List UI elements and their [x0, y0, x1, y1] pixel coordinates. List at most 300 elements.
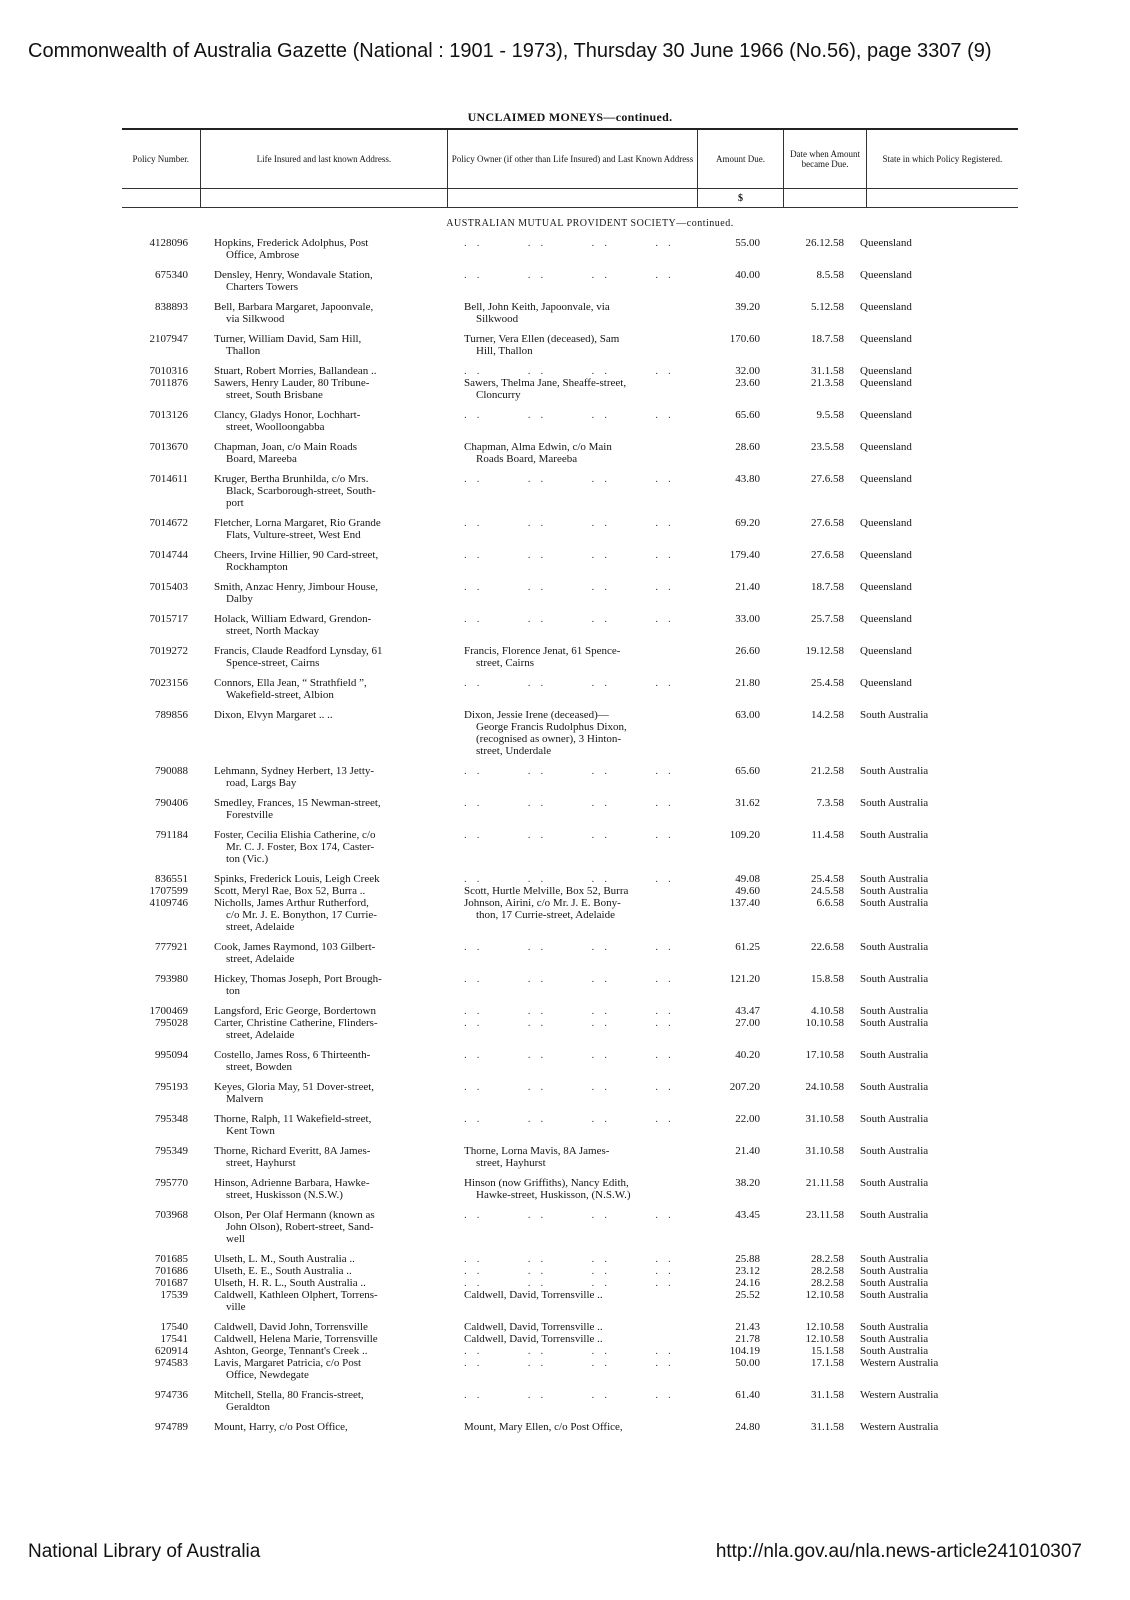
- amount-due: 21.40: [735, 1145, 760, 1157]
- state-registered: South Australia: [860, 1333, 929, 1345]
- policy-owner: [446, 301, 696, 325]
- date-due: 8.5.58: [816, 269, 844, 281]
- date-due: 24.5.58: [811, 885, 844, 897]
- leader-dots: .. .. .. ..: [464, 1049, 681, 1061]
- life-insured-line: Cheers, Irvine Hillier, 90 Card-street,: [214, 549, 379, 561]
- leader-dots: .. .. .. ..: [464, 1081, 681, 1093]
- life-insured: [210, 1289, 446, 1313]
- policy-number: 795193: [155, 1081, 188, 1093]
- state-registered: South Australia: [860, 797, 929, 809]
- life-insured-line: Fletcher, Lorna Margaret, Rio Grande: [214, 517, 381, 529]
- life-insured: [210, 237, 446, 261]
- life-insured-line: Hinson, Adrienne Barbara, Hawke-: [214, 1177, 370, 1189]
- policy-number: 701687: [155, 1277, 188, 1289]
- policy-owner-line: street, Hayhurst: [476, 1157, 546, 1169]
- amount-due: 65.60: [735, 765, 760, 777]
- table-body: [122, 237, 1018, 1433]
- life-insured: [210, 549, 446, 573]
- state-registered: Queensland: [860, 517, 912, 529]
- table-row: [122, 873, 1018, 885]
- life-insured-line: street, Huskisson (N.S.W.): [226, 1189, 343, 1201]
- leader-dots: .. .. .. ..: [464, 1113, 681, 1125]
- state-registered: Queensland: [860, 645, 912, 657]
- policy-owner: [446, 1345, 696, 1357]
- life-insured: [210, 517, 446, 541]
- policy-owner: [446, 517, 696, 529]
- leader-dots: .. .. .. ..: [464, 409, 681, 421]
- date-due: 18.7.58: [811, 581, 844, 593]
- currency-symbol: $: [698, 189, 785, 207]
- policy-number: 620914: [155, 1345, 188, 1357]
- table-row: [122, 1321, 1018, 1333]
- life-insured-line: Forestville: [226, 809, 274, 821]
- life-insured: [210, 897, 446, 933]
- policy-owner: [446, 873, 696, 885]
- table-row: [122, 377, 1018, 401]
- date-due: 14.2.58: [811, 709, 844, 721]
- state-registered: South Australia: [860, 829, 929, 841]
- table-row: [122, 1253, 1018, 1265]
- date-due: 28.2.58: [811, 1265, 844, 1277]
- life-insured-line: Black, Scarborough-street, South-: [226, 485, 376, 497]
- life-insured-line: Ashton, George, Tennant's Creek ..: [214, 1345, 368, 1357]
- amount-due: 43.80: [735, 473, 760, 485]
- policy-owner-line: Caldwell, David, Torrensville ..: [464, 1321, 603, 1333]
- date-due: 19.12.58: [805, 645, 844, 657]
- policy-number: 7014672: [149, 517, 188, 529]
- policy-owner: [446, 581, 696, 593]
- state-registered: South Australia: [860, 1209, 929, 1221]
- policy-owner-line: Roads Board, Mareeba: [476, 453, 578, 465]
- life-insured: [210, 613, 446, 637]
- table-row: [122, 1145, 1018, 1169]
- life-insured-line: John Olson), Robert-street, Sand-: [226, 1221, 374, 1233]
- table-row: [122, 973, 1018, 997]
- table-row: [122, 1289, 1018, 1313]
- policy-number: 790088: [155, 765, 188, 777]
- life-insured-line: Sawers, Henry Lauder, 80 Tribune-: [214, 377, 370, 389]
- amount-due: 32.00: [735, 365, 760, 377]
- life-insured-line: Connors, Ella Jean, “ Strathfield ”,: [214, 677, 367, 689]
- life-insured: [210, 1389, 446, 1413]
- amount-due: 43.45: [735, 1209, 760, 1221]
- state-registered: South Australia: [860, 1253, 929, 1265]
- policy-owner-line: George Francis Rudolphus Dixon,: [476, 721, 627, 733]
- policy-owner: [446, 709, 696, 757]
- policy-owner-line: Sawers, Thelma Jane, Sheaffe-street,: [464, 377, 627, 389]
- policy-owner: [446, 237, 696, 249]
- date-due: 21.11.58: [805, 1177, 844, 1189]
- amount-due: 23.60: [735, 377, 760, 389]
- life-insured-line: Ulseth, L. M., South Australia ..: [214, 1253, 355, 1265]
- policy-owner-line: Thorne, Lorna Mavis, 8A James-: [464, 1145, 610, 1157]
- life-insured-line: ville: [226, 1301, 246, 1313]
- leader-dots: .. .. .. ..: [464, 1389, 681, 1401]
- date-due: 27.6.58: [811, 517, 844, 529]
- policy-number: 7013126: [149, 409, 188, 421]
- life-insured-line: Langsford, Eric George, Bordertown: [214, 1005, 376, 1017]
- life-insured-line: port: [226, 497, 244, 509]
- amount-due: 49.08: [735, 873, 760, 885]
- amount-due: 21.40: [735, 581, 760, 593]
- life-insured: [210, 1177, 446, 1201]
- policy-owner-line: Hawke-street, Huskisson, (N.S.W.): [476, 1189, 631, 1201]
- policy-owner: [446, 1289, 696, 1301]
- policy-owner: [446, 441, 696, 465]
- state-registered: Queensland: [860, 237, 912, 249]
- amount-due: 49.60: [735, 885, 760, 897]
- amount-due: 50.00: [735, 1357, 760, 1369]
- life-insured: [210, 441, 446, 465]
- amount-due: 61.25: [735, 941, 760, 953]
- page-title: UNCLAIMED MONEYS—continued.: [467, 110, 673, 124]
- policy-owner: [446, 1253, 696, 1265]
- life-insured: [210, 1005, 446, 1017]
- life-insured-line: Ulseth, E. E., South Australia ..: [214, 1265, 352, 1277]
- table-row: [122, 581, 1018, 605]
- life-insured-line: Flats, Vulture-street, West End: [226, 529, 361, 541]
- date-due: 25.7.58: [811, 613, 844, 625]
- date-due: 15.8.58: [811, 973, 844, 985]
- policy-owner: [446, 1333, 696, 1345]
- date-due: 28.2.58: [811, 1253, 844, 1265]
- policy-owner-line: Silkwood: [476, 313, 519, 325]
- life-insured: [210, 1253, 446, 1265]
- policy-number: 793980: [155, 973, 188, 985]
- section-heading: AUSTRALIAN MUTUAL PROVIDENT SOCIETY—continued.: [446, 218, 734, 229]
- unit-row: [122, 189, 1018, 208]
- leader-dots: .. .. .. ..: [464, 829, 681, 841]
- state-registered: Queensland: [860, 613, 912, 625]
- life-insured: [210, 409, 446, 433]
- life-insured-line: Thorne, Ralph, 11 Wakefield-street,: [214, 1113, 372, 1125]
- amount-due: 109.20: [729, 829, 760, 841]
- table-row: [122, 1333, 1018, 1345]
- policy-owner: [446, 677, 696, 689]
- life-insured-line: c/o Mr. J. E. Bonython, 17 Currie-: [226, 909, 377, 921]
- life-insured-line: Olson, Per Olaf Hermann (known as: [214, 1209, 375, 1221]
- table-row: [122, 1113, 1018, 1137]
- life-insured: [210, 333, 446, 357]
- policy-number: 1700469: [149, 1005, 188, 1017]
- date-due: 31.1.58: [811, 1389, 844, 1401]
- life-insured-line: Rockhampton: [226, 561, 288, 573]
- life-insured-line: road, Largs Bay: [226, 777, 297, 789]
- policy-owner: [446, 1049, 696, 1061]
- policy-owner-line: street, Cairns: [476, 657, 535, 669]
- policy-owner-line: Turner, Vera Ellen (deceased), Sam: [464, 333, 620, 345]
- policy-number: 791184: [155, 829, 188, 841]
- policy-owner: [446, 897, 696, 921]
- leader-dots: .. .. .. ..: [464, 797, 681, 809]
- leader-dots: .. .. .. ..: [464, 1209, 681, 1221]
- table-row: [122, 897, 1018, 933]
- life-insured-line: Mr. C. J. Foster, Box 174, Caster-: [226, 841, 375, 853]
- leader-dots: .. .. .. ..: [464, 1265, 681, 1277]
- life-insured-line: Foster, Cecilia Elishia Catherine, c/o: [214, 829, 376, 841]
- leader-dots: .. .. .. ..: [464, 237, 681, 249]
- life-insured: [210, 677, 446, 701]
- policy-number: 1707599: [149, 885, 188, 897]
- life-insured: [210, 709, 446, 721]
- date-due: 31.10.58: [805, 1145, 844, 1157]
- amount-due: 25.52: [735, 1289, 760, 1301]
- life-insured: [210, 581, 446, 605]
- state-registered: Queensland: [860, 581, 912, 593]
- table-row: [122, 885, 1018, 897]
- policy-owner: [446, 1209, 696, 1221]
- policy-owner-line: Scott, Hurtle Melville, Box 52, Burra: [464, 885, 629, 897]
- amount-due: 24.16: [735, 1277, 760, 1289]
- policy-number: 701686: [155, 1265, 188, 1277]
- date-due: 17.10.58: [805, 1049, 844, 1061]
- policy-owner-line: Dixon, Jessie Irene (deceased)—: [464, 709, 609, 721]
- date-due: 31.1.58: [811, 1421, 844, 1433]
- policy-number: 795348: [155, 1113, 188, 1125]
- leader-dots: .. .. .. ..: [464, 1005, 681, 1017]
- policy-owner-line: Bell, John Keith, Japoonvale, via: [464, 301, 610, 313]
- life-insured-line: Francis, Claude Readford Lynsday, 61: [214, 645, 383, 657]
- state-registered: South Australia: [860, 1081, 929, 1093]
- state-registered: South Australia: [860, 1005, 929, 1017]
- life-insured-line: Cook, James Raymond, 103 Gilbert-: [214, 941, 376, 953]
- state-registered: Queensland: [860, 377, 912, 389]
- life-insured-line: street, Bowden: [226, 1061, 292, 1073]
- date-due: 12.10.58: [805, 1289, 844, 1301]
- leader-dots: .. .. .. ..: [464, 613, 681, 625]
- state-registered: South Australia: [860, 709, 929, 721]
- leader-dots: .. .. .. ..: [464, 941, 681, 953]
- amount-due: 40.20: [735, 1049, 760, 1061]
- state-registered: Western Australia: [860, 1421, 939, 1433]
- policy-owner: [446, 1017, 696, 1029]
- amount-due: 21.43: [735, 1321, 760, 1333]
- life-insured-line: street, Adelaide: [226, 953, 295, 965]
- life-insured-line: street, South Brisbane: [226, 389, 323, 401]
- date-due: 18.7.58: [811, 333, 844, 345]
- policy-number: 795349: [155, 1145, 188, 1157]
- life-insured: [210, 1265, 446, 1277]
- policy-owner: [446, 1389, 696, 1401]
- state-registered: South Australia: [860, 1017, 929, 1029]
- life-insured-line: Caldwell, Helena Marie, Torrensville: [214, 1333, 378, 1345]
- amount-due: 27.00: [735, 1017, 760, 1029]
- footer-right: http://nla.gov.au/nla.news-article241010307: [715, 1541, 1082, 1562]
- policy-number: 17540: [160, 1321, 188, 1333]
- life-insured-line: Lavis, Margaret Patricia, c/o Post: [214, 1357, 362, 1369]
- table-row: [122, 765, 1018, 789]
- policy-owner: [446, 269, 696, 281]
- date-due: 17.1.58: [811, 1357, 844, 1369]
- table-row: [122, 1421, 1018, 1433]
- footer-left: National Library of Australia: [28, 1541, 261, 1562]
- policy-owner-line: Caldwell, David, Torrensville ..: [464, 1333, 603, 1345]
- life-insured-line: Spinks, Frederick Louis, Leigh Creek: [214, 873, 380, 885]
- date-due: 24.10.58: [805, 1081, 844, 1093]
- state-registered: Queensland: [860, 677, 912, 689]
- policy-owner-line: (recognised as owner), 3 Hinton-: [476, 733, 622, 745]
- state-registered: South Australia: [860, 1049, 929, 1061]
- life-insured: [210, 1277, 446, 1289]
- life-insured-line: Office, Ambrose: [226, 249, 300, 261]
- leader-dots: .. .. .. ..: [464, 765, 681, 777]
- state-registered: South Australia: [860, 765, 929, 777]
- policy-number: 17539: [160, 1289, 188, 1301]
- policy-owner: [446, 1421, 696, 1433]
- table-row: [122, 301, 1018, 325]
- state-registered: Queensland: [860, 473, 912, 485]
- life-insured: [210, 885, 446, 897]
- life-insured-line: Keyes, Gloria May, 51 Dover-street,: [214, 1081, 375, 1093]
- policy-number: 4128096: [149, 237, 188, 249]
- amount-due: 31.62: [735, 797, 760, 809]
- life-insured-line: Lehmann, Sydney Herbert, 13 Jetty-: [214, 765, 375, 777]
- state-registered: South Australia: [860, 973, 929, 985]
- state-registered: Queensland: [860, 301, 912, 313]
- date-due: 25.4.58: [811, 873, 844, 885]
- table-row: [122, 797, 1018, 821]
- life-insured-line: Smith, Anzac Henry, Jimbour House,: [214, 581, 378, 593]
- table-row: [122, 269, 1018, 293]
- life-insured: [210, 1113, 446, 1137]
- page-header: Commonwealth of Australia Gazette (National : 1901 - 1973), Thursday 30 June 1966 (No.56), page 3307 (9): [28, 40, 992, 62]
- policy-number: 790406: [155, 797, 188, 809]
- amount-due: 40.00: [735, 269, 760, 281]
- date-due: 23.11.58: [805, 1209, 844, 1221]
- date-due: 12.10.58: [805, 1321, 844, 1333]
- state-registered: South Australia: [860, 885, 929, 897]
- state-registered: South Australia: [860, 1265, 929, 1277]
- life-insured-line: Spence-street, Cairns: [226, 657, 320, 669]
- life-insured-line: street, Adelaide: [226, 921, 295, 933]
- life-insured: [210, 765, 446, 789]
- amount-due: 104.19: [729, 1345, 760, 1357]
- life-insured-line: Scott, Meryl Rae, Box 52, Burra ..: [214, 885, 366, 897]
- life-insured: [210, 797, 446, 821]
- table-row: [122, 1017, 1018, 1041]
- table-row: [122, 1265, 1018, 1277]
- life-insured-line: Dixon, Elvyn Margaret .. ..: [214, 709, 333, 721]
- gazette-page: [122, 110, 1018, 1441]
- policy-owner: [446, 829, 696, 841]
- leader-dots: .. .. .. ..: [464, 873, 681, 885]
- table-row: [122, 645, 1018, 669]
- policy-owner: [446, 1357, 696, 1369]
- life-insured-line: Dalby: [226, 593, 253, 605]
- leader-dots: .. .. .. ..: [464, 973, 681, 985]
- policy-owner-line: thon, 17 Currie-street, Adelaide: [476, 909, 615, 921]
- leader-dots: .. .. .. ..: [464, 269, 681, 281]
- state-registered: South Australia: [860, 941, 929, 953]
- date-due: 11.4.58: [811, 829, 844, 841]
- life-insured-line: Thallon: [226, 345, 261, 357]
- life-insured-line: Carter, Christine Catherine, Flinders-: [214, 1017, 378, 1029]
- leader-dots: .. .. .. ..: [464, 677, 681, 689]
- life-insured-line: Holack, William Edward, Grendon-: [214, 613, 372, 625]
- policy-owner-line: Cloncurry: [476, 389, 521, 401]
- life-insured: [210, 1081, 446, 1105]
- policy-number: 789856: [155, 709, 188, 721]
- policy-owner: [446, 1277, 696, 1289]
- life-insured: [210, 873, 446, 885]
- policy-owner: [446, 549, 696, 561]
- amount-due: 137.40: [729, 897, 760, 909]
- life-insured: [210, 1321, 446, 1333]
- date-due: 10.10.58: [805, 1017, 844, 1029]
- life-insured-line: Costello, James Ross, 6 Thirteenth-: [214, 1049, 371, 1061]
- amount-due: 170.60: [729, 333, 760, 345]
- life-insured: [210, 473, 446, 509]
- life-insured-line: Geraldton: [226, 1401, 270, 1413]
- state-registered: South Australia: [860, 1145, 929, 1157]
- amount-due: 61.40: [735, 1389, 760, 1401]
- life-insured-line: street, Woolloongabba: [226, 421, 325, 433]
- policy-number: 838893: [155, 301, 188, 313]
- life-insured: [210, 365, 446, 377]
- leader-dots: .. .. .. ..: [464, 1345, 681, 1357]
- life-insured-line: Smedley, Frances, 15 Newman-street,: [214, 797, 381, 809]
- life-insured-line: Kent Town: [226, 1125, 275, 1137]
- policy-number: 701685: [155, 1253, 188, 1265]
- state-registered: Queensland: [860, 441, 912, 453]
- table-row: [122, 941, 1018, 965]
- date-due: 21.2.58: [811, 765, 844, 777]
- life-insured-line: Board, Mareeba: [226, 453, 297, 465]
- amount-due: 23.12: [735, 1265, 760, 1277]
- life-insured-line: Malvern: [226, 1093, 264, 1105]
- table-row: [122, 237, 1018, 261]
- life-insured-line: ton (Vic.): [226, 853, 269, 865]
- date-due: 9.5.58: [816, 409, 844, 421]
- state-registered: Western Australia: [860, 1357, 939, 1369]
- policy-owner: [446, 613, 696, 625]
- policy-owner: [446, 365, 696, 377]
- life-insured-line: Stuart, Robert Morries, Ballandean ..: [214, 365, 377, 377]
- policy-number: 7019272: [149, 645, 188, 657]
- life-insured: [210, 645, 446, 669]
- policy-owner: [446, 1265, 696, 1277]
- table-row: [122, 1277, 1018, 1289]
- policy-owner: [446, 377, 696, 401]
- date-due: 28.2.58: [811, 1277, 844, 1289]
- policy-number: 974583: [155, 1357, 188, 1369]
- life-insured-line: Thorne, Richard Everitt, 8A James-: [214, 1145, 371, 1157]
- amount-due: 38.20: [735, 1177, 760, 1189]
- life-insured-line: Hopkins, Frederick Adolphus, Post: [214, 237, 369, 249]
- policy-owner: [446, 645, 696, 669]
- date-due: 6.6.58: [816, 897, 844, 909]
- amount-due: 21.78: [735, 1333, 760, 1345]
- state-registered: Queensland: [860, 409, 912, 421]
- policy-owner-line: street, Underdale: [476, 745, 552, 757]
- life-insured-line: via Silkwood: [226, 313, 285, 325]
- date-due: 4.10.58: [811, 1005, 844, 1017]
- leader-dots: .. .. .. ..: [464, 1017, 681, 1029]
- date-due: 21.3.58: [811, 377, 844, 389]
- table-row: [122, 1049, 1018, 1073]
- policy-owner: [446, 1177, 696, 1201]
- policy-number: 7023156: [149, 677, 188, 689]
- policy-number: 703968: [155, 1209, 188, 1221]
- life-insured: [210, 829, 446, 865]
- table-row: [122, 1209, 1018, 1245]
- table-row: [122, 1357, 1018, 1381]
- amount-due: 26.60: [735, 645, 760, 657]
- leader-dots: .. .. .. ..: [464, 473, 681, 485]
- date-due: 27.6.58: [811, 549, 844, 561]
- table-row: [122, 409, 1018, 433]
- table-row: [122, 1005, 1018, 1017]
